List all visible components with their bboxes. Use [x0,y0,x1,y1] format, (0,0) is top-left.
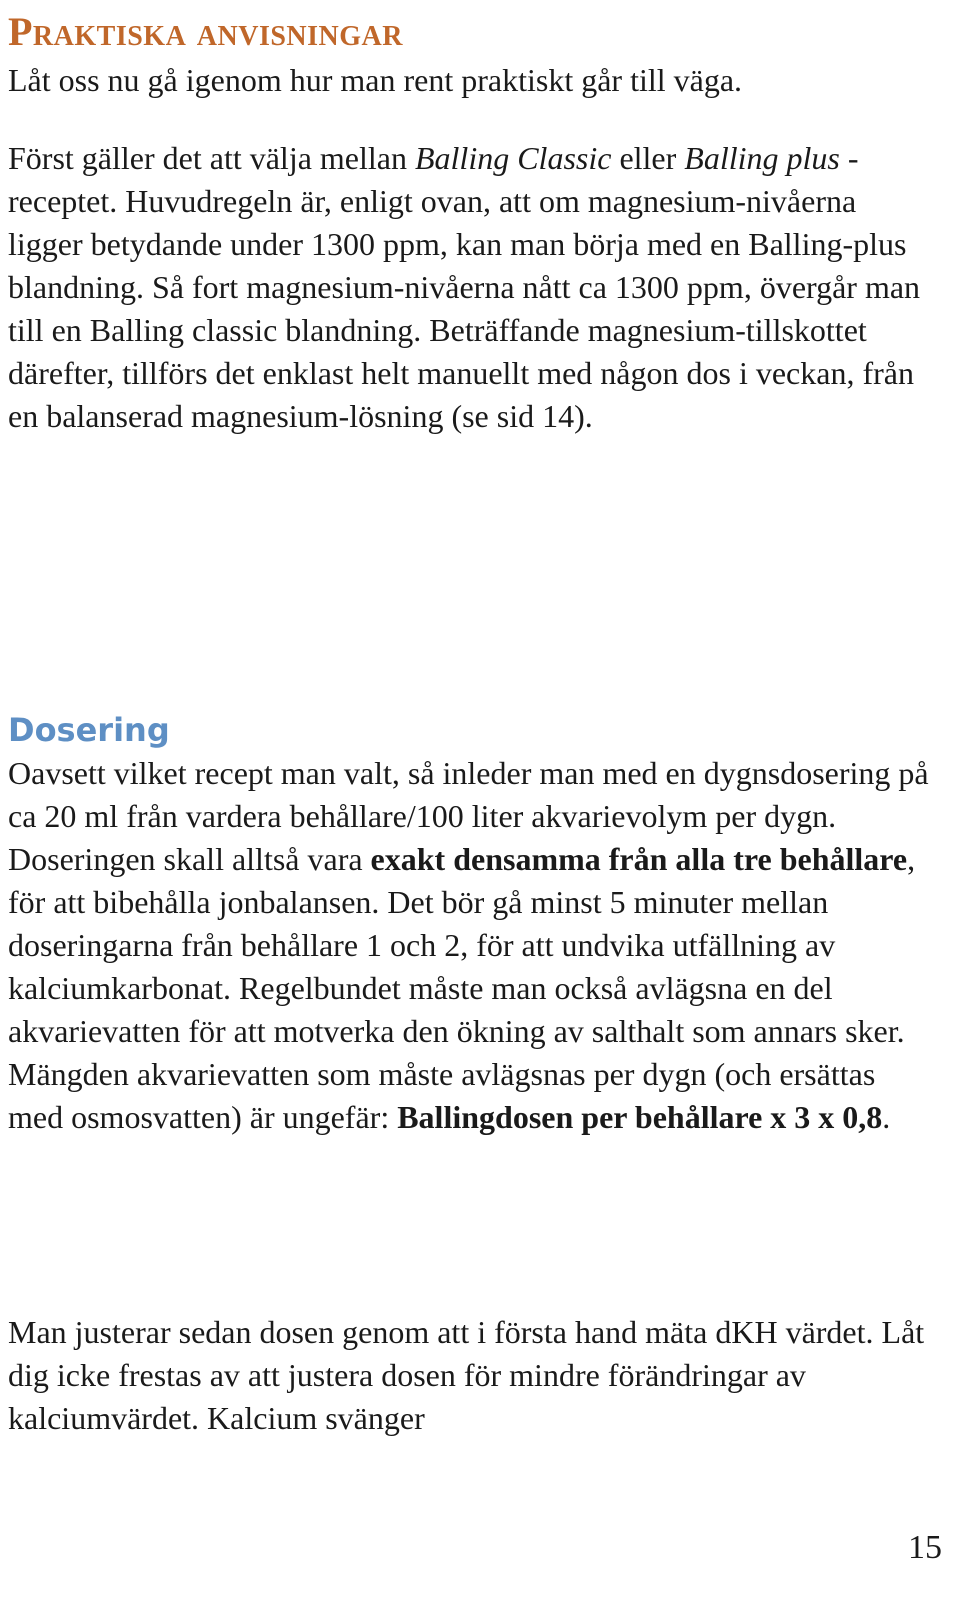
text-run: Först gäller det att välja mellan [8,140,415,176]
recipe-name-classic: Balling Classic [414,140,612,176]
emphasis-formula: Ballingdosen per behållare x 3 x 0,8 [397,1099,883,1135]
section-title: Praktiska anvisningar [8,9,403,54]
text-run: - receptet. Huvudregeln är, enligt ovan, att om magnesium-nivåerna ligger betydande under 1300 ppm, kan man börja med en Balling-plus blandning. Så fort magnesium-nivåerna nått ca 1300 ppm, övergår man till en Balling classic blandning. Beträffande magnesium-tillskottet därefter, tillförs det enklast helt manuellt med någon dos i veckan, från en balanserad magnesium-lösning (se sid 14). [8,140,921,434]
text-run: , för att bibehålla jonbalansen. Det bör gå minst 5 minuter mellan doseringarna från behållare 1 och 2, för att undvika utfällning av kalciumkarbonat. Regelbundet måste man också avlägsna en del akvarievatten för att motverka den ökning av salthalt som annars sker. Mängden akvarievatten som måste avlägsnas per dygn (och ersättas med osmosvatten) är ungefär: [8,841,916,1135]
recipe-name-plus: Balling plus [684,140,840,176]
text-run: eller [611,140,685,176]
intro-paragraph: Låt oss nu gå igenom hur man rent praktiskt går till väga. [8,62,743,98]
text-run: . [882,1099,891,1135]
dosering-heading: Dosering [8,711,170,749]
page-number: 15 [908,1529,942,1566]
emphasis-equal-dose: exakt densamma från alla tre behållare [370,841,908,877]
dosering-paragraph [8,752,936,1139]
text-run: Oavsett vilket recept man valt, så inleder man med en dygnsdosering på ca 20 ml från vardera behållare/100 liter akvarievolym per dygn. Doseringen skall alltså vara [8,755,929,877]
recipe-choice-paragraph [8,137,936,438]
adjustment-paragraph: Man justerar sedan dosen genom att i första hand mäta dKH värdet. Låt dig icke frestas av att justera dosen för mindre förändringar av kalciumvärdet. Kalcium svänger [8,1314,925,1436]
